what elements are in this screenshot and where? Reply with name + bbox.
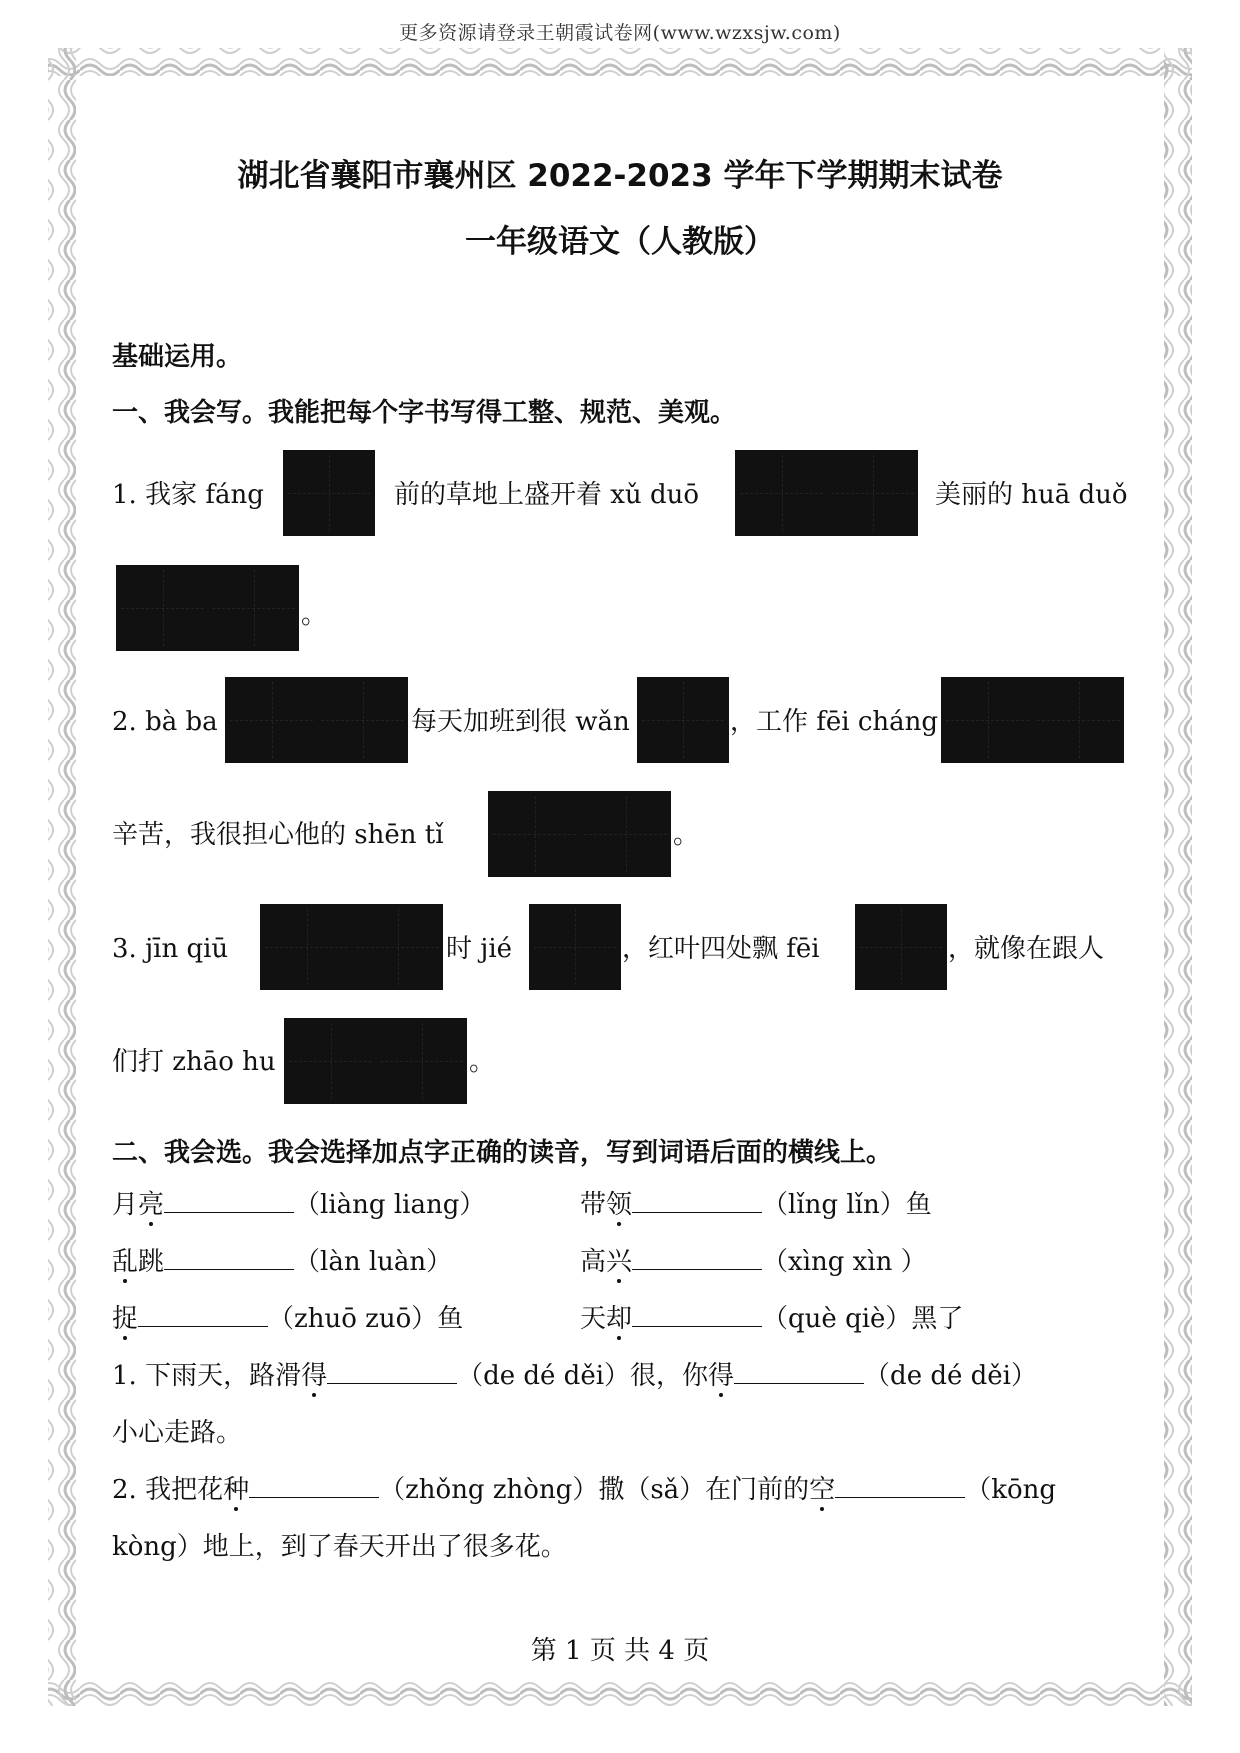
dotted-char: 乱 (112, 1247, 139, 1277)
tianzi-box[interactable] (529, 904, 621, 990)
tianzi-box[interactable] (260, 904, 443, 990)
dotted-char: 却 (606, 1304, 633, 1334)
answer-blank[interactable] (835, 1475, 965, 1498)
q1-text-b: 前的草地上盛开着 xǔ duō (394, 480, 699, 510)
q2-text-e: 。 (673, 820, 700, 850)
tianzi-box[interactable] (284, 1018, 467, 1104)
q1-text-c: 美丽的 huā duǒ (935, 480, 1128, 510)
section-basic: 基础运用。 (112, 342, 243, 372)
choice-row: 带领 （lǐng lǐn）鱼 (580, 1190, 932, 1220)
tianzi-box[interactable] (855, 904, 947, 990)
sentence-1: 1. 下雨天，路滑得 （de dé děi）很，你得 （de dé děi） (112, 1361, 1037, 1391)
answer-blank[interactable] (138, 1304, 268, 1327)
answer-blank[interactable] (164, 1190, 294, 1213)
header-note: 更多资源请登录王朝霞试卷网(www.wzxsjw.com) (399, 22, 841, 44)
q3-text-b: 时 jié (446, 934, 513, 964)
answer-blank[interactable] (249, 1475, 379, 1498)
exam-subtitle: 一年级语文（人教版） (465, 224, 775, 260)
dotted-char: 领 (606, 1190, 633, 1220)
q3-text-d: ，就像在跟人 (948, 934, 1105, 964)
q3-text-f: 。 (469, 1047, 496, 1077)
dotted-char: 空 (809, 1475, 836, 1505)
q3-text-e: 们打 zhāo hu (112, 1047, 276, 1077)
q2-text-b: 每天加班到很 wǎn (411, 707, 630, 737)
dotted-char: 亮 (138, 1190, 165, 1220)
sentence-2-cont: kòng）地上，到了春天开出了很多花。 (112, 1532, 567, 1562)
dotted-char: 得 (708, 1361, 735, 1391)
tianzi-box[interactable] (735, 450, 918, 536)
sentence-1-cont: 小心走路。 (112, 1418, 243, 1448)
choice-row: 捉 （zhuō zuō）鱼 (112, 1304, 464, 1334)
choice-row: 高兴 （xìng xìn ） (580, 1247, 927, 1277)
tianzi-box[interactable] (941, 677, 1124, 763)
q1-text-a: 1. 我家 fáng (112, 480, 264, 510)
dotted-char: 种 (223, 1475, 250, 1505)
part1-heading: 一、我会写。我能把每个字书写得工整、规范、美观。 (112, 398, 737, 428)
q2-text-d: 辛苦，我很担心他的 shēn tǐ (112, 820, 444, 850)
tianzi-box[interactable] (116, 565, 299, 651)
answer-blank[interactable] (164, 1247, 294, 1270)
tianzi-box[interactable] (488, 791, 671, 877)
tianzi-box[interactable] (283, 450, 375, 536)
answer-blank[interactable] (632, 1190, 762, 1213)
q3-text-a: 3. jīn qiū (112, 934, 229, 964)
q2-text-a: 2. bà ba (112, 707, 218, 737)
page-footer: 第 1 页 共 4 页 (530, 1636, 710, 1666)
q3-text-c: ，红叶四处飘 fēi (622, 934, 820, 964)
choice-row: 月亮 （liàng liang） (112, 1190, 486, 1220)
dotted-char: 捉 (112, 1304, 139, 1334)
choice-row: 乱跳 （làn luàn） (112, 1247, 453, 1277)
choice-row: 天却 （què qiè）黑了 (580, 1304, 964, 1334)
q2-text-c: ，工作 fēi cháng (730, 707, 939, 737)
tianzi-box[interactable] (225, 677, 408, 763)
sentence-2: 2. 我把花种 （zhǒng zhòng）撒（sǎ）在门前的空 （kōng (112, 1475, 1057, 1505)
answer-blank[interactable] (632, 1247, 762, 1270)
answer-blank[interactable] (327, 1361, 457, 1384)
q1-text-d: 。 (301, 600, 328, 630)
answer-blank[interactable] (734, 1361, 864, 1384)
exam-title: 湖北省襄阳市襄州区 2022-2023 学年下学期期末试卷 (237, 158, 1003, 194)
tianzi-box[interactable] (637, 677, 729, 763)
part2-heading: 二、我会选。我会选择加点字正确的读音，写到词语后面的横线上。 (112, 1138, 893, 1168)
dotted-char: 得 (301, 1361, 328, 1391)
answer-blank[interactable] (632, 1304, 762, 1327)
dotted-char: 兴 (606, 1247, 633, 1277)
